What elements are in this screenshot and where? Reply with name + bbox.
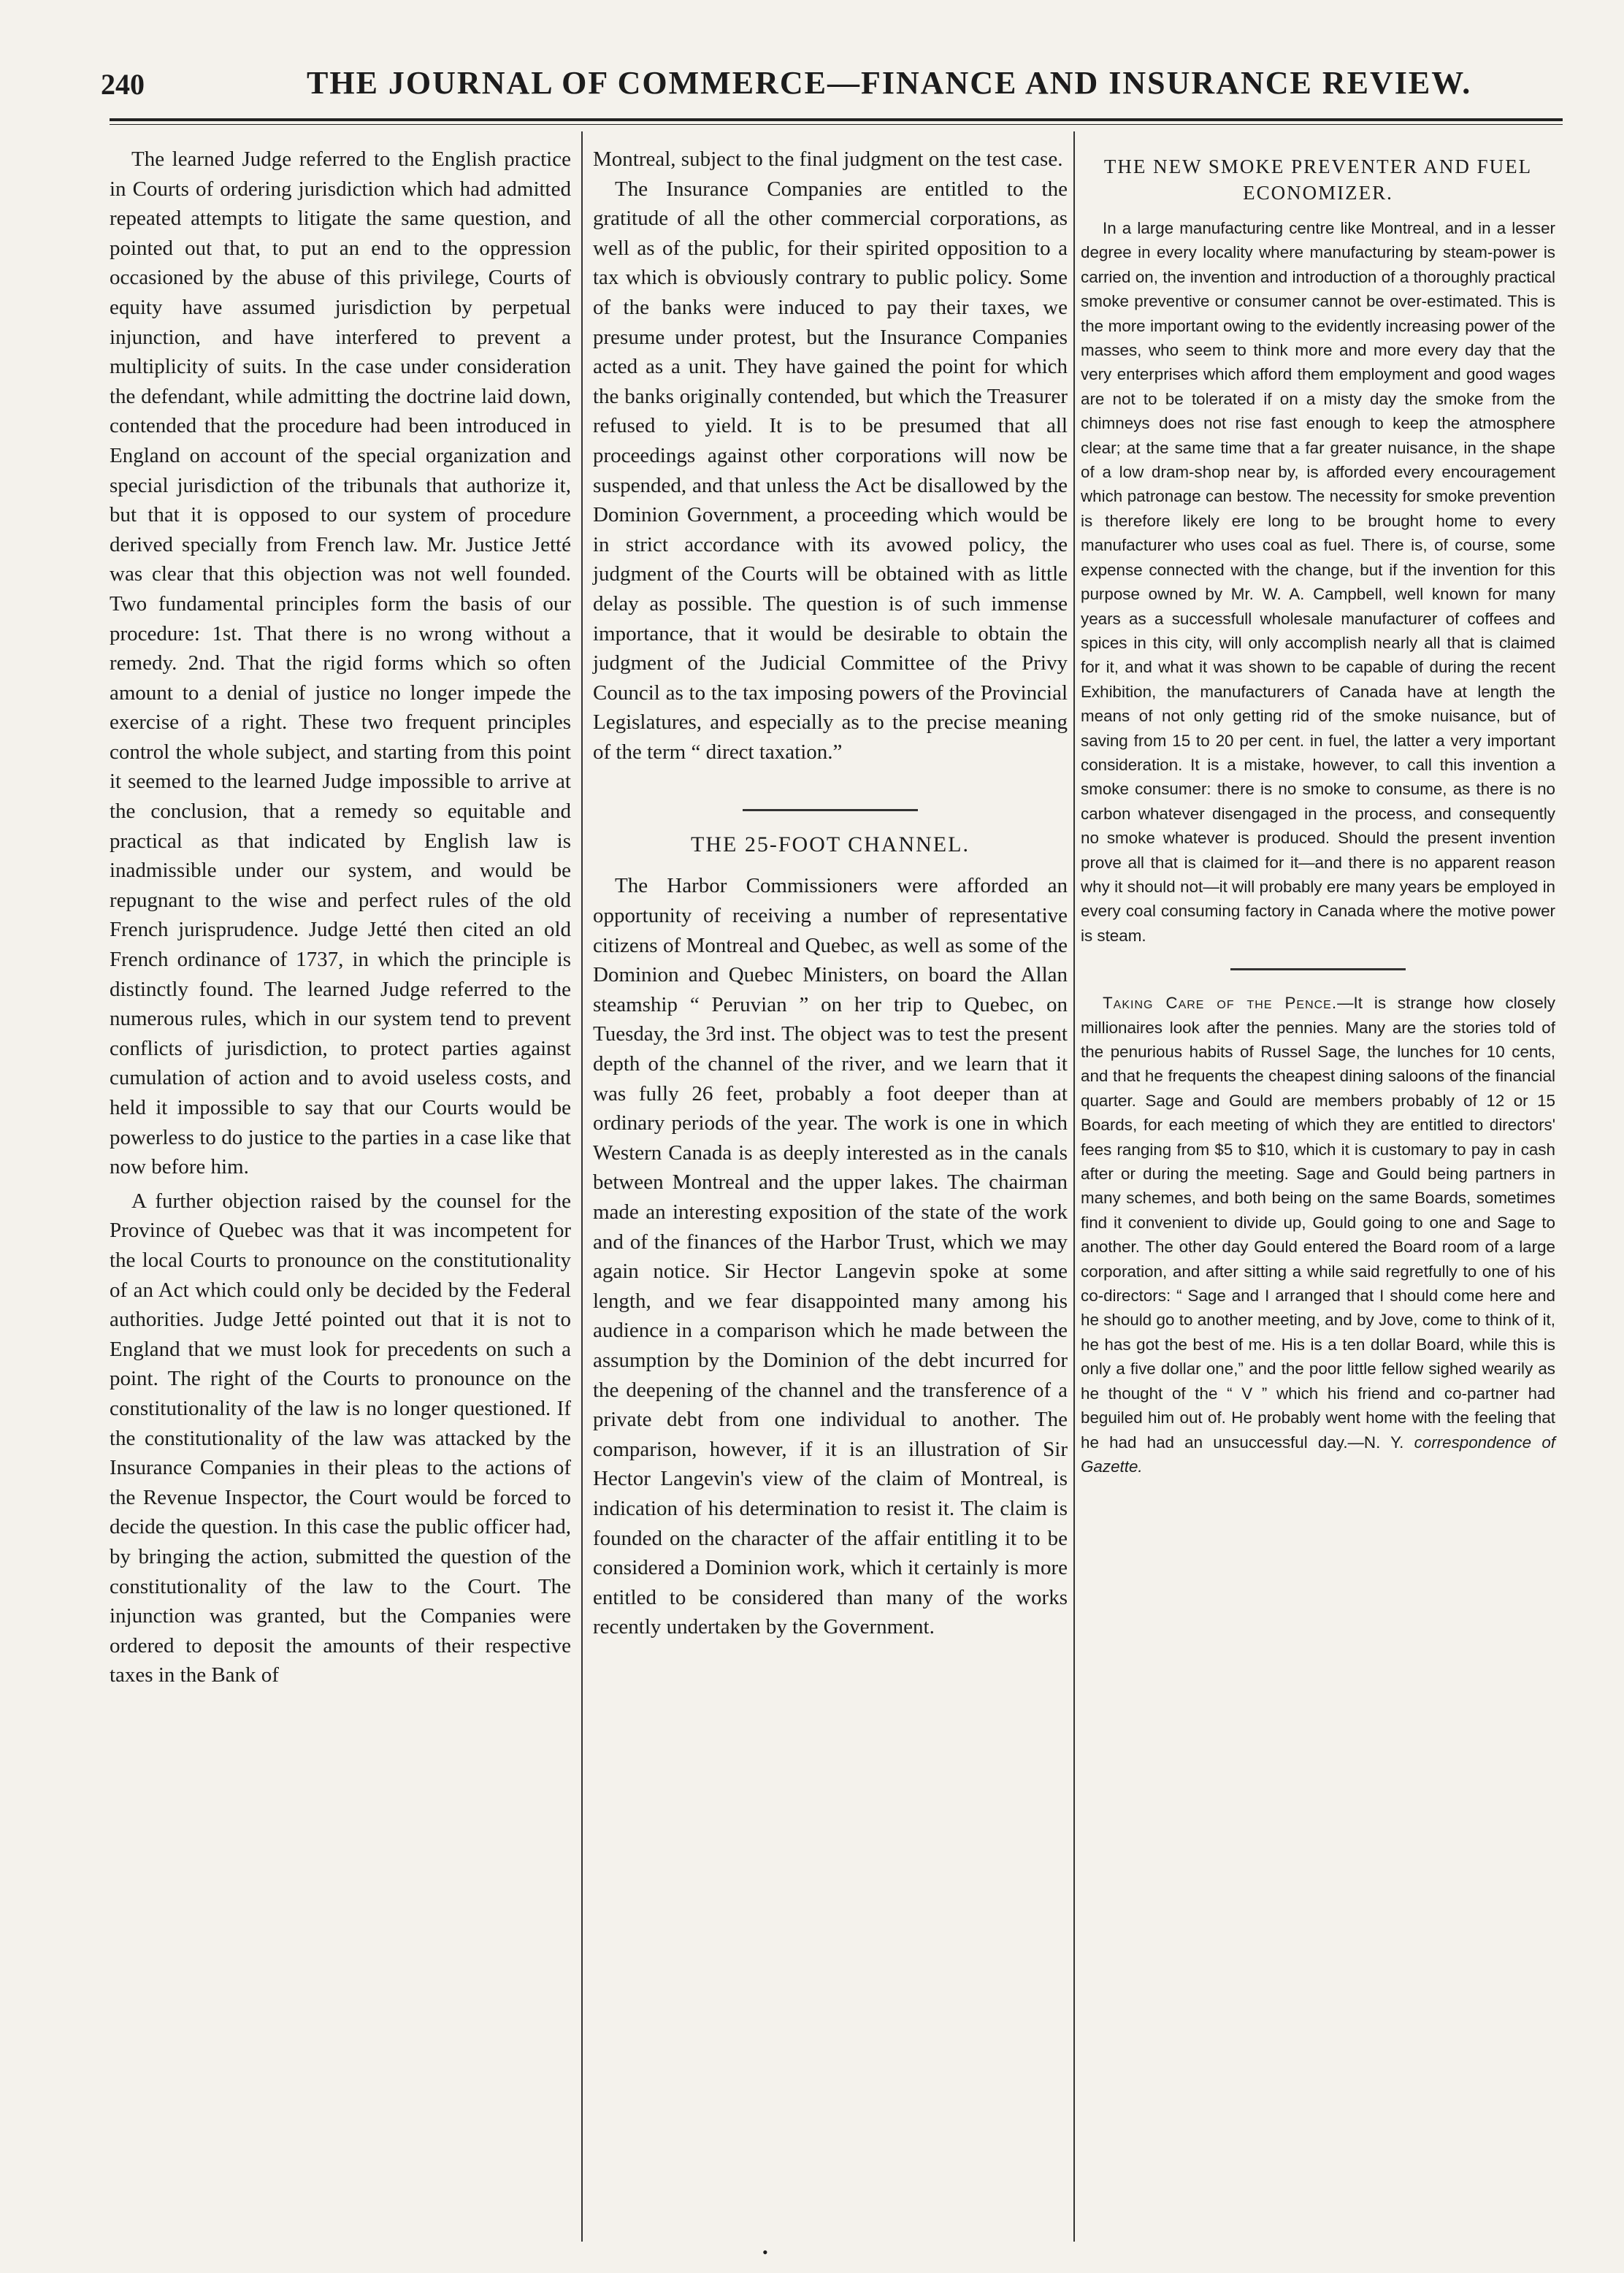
column-rule-right bbox=[1073, 131, 1075, 2242]
column-3 bbox=[1081, 145, 1555, 1479]
paragraph: Montreal, subject to the final judgment on the test case. bbox=[593, 147, 1063, 171]
paragraph: A further objection raised by the counsel for the Province of Quebec was that it was incompetent for the local Courts to pronounce on the constitutionality of an Act which could only be decided by the Federal authorities. Judge Jetté pointed out that it is not to England that we must look for precedents on such a point. The right of the Courts to pronounce on the constitutionality of the law is no longer questioned. If the constitutionality of the law was attacked by the Insurance Companies in their pleas to the actions of the Revenue Inspector, the Court would be forced to decide the question. In this case the public officer had, by bringing the action, submitted the question of the constitutionality of the law to the Court. The injunction was granted, but the Companies were ordered to deposit the amounts of their respective taxes in the Bank of bbox=[110, 1189, 571, 1687]
running-head: THE JOURNAL OF COMMERCE—FINANCE AND INSURANCE REVIEW. bbox=[307, 65, 1472, 101]
paragraph: The Insurance Companies are entitled to the gratitude of all the other commercial corporations, as well as of the public, for their spirited opposition to a tax which is obviously contrary to public policy. Some of the banks were induced to pay their taxes, we presume under protest, but the Insurance Companies acted as a unit. They have gained the point for which the banks originally contended, but which the Treasurer refused to yield. It is to be presumed that all proceedings against other corporations will now be suspended, and that unless the Act be disallowed by the Dominion Government, a proceeding which would be in strict accordance with its avowed policy, the judgment of the Courts will be obtained with as little delay as possible. The question is of such immense importance, that it would be desirable to obtain the judgment of the Judicial Committee of the Privy Council as to the tax imposing powers of the Provincial Legislatures, and especially as to the precise meaning of the term “ direct taxation.” bbox=[593, 177, 1068, 764]
paragraph bbox=[1081, 991, 1555, 1479]
column-2 bbox=[593, 145, 1068, 1642]
paragraph-text: —It is strange how closely millionaires look after the pennies. Many are the stories told of the penurious habits of Russel Sage, the lunches for 10 cents, and that he frequents the cheapest dining saloons of the financial quarter. Sage and Gould are members probably of 12 or 15 Boards, for each meeting of which they are entitled to directors' fees ranging from $5 to $10, which it is customary to pay in cash after or during the meeting. Sage and Gould being partners in many schemes, and both being on the same Boards, sometimes find it convenient to divide up, Gould going to one and Sage to another. The other day Gould entered the Board room of a large corporation, and after sitting a while said regretfully to one of his co-directors: “ Sage and I arranged that I should come here and he should go to another meeting, and by Jove, come to think of it, he has got the best of me. His is a ten dollar Board, while this is only a five dollar one,” and the poor little fellow sighed wearily as he thought of the “ V ” which his friend and co-partner had beguiled him out of. He probably went home with the feeling that he had had an unsuccessful day.—N. Y. bbox=[1081, 994, 1555, 1452]
header-rule bbox=[110, 118, 1563, 121]
header-rule-thin bbox=[110, 124, 1563, 125]
section-heading: THE NEW SMOKE PREVENTER AND FUEL ECONOMIZER. bbox=[1103, 156, 1533, 204]
run-in-heading: Taking Care of the Pence. bbox=[1103, 994, 1338, 1013]
paragraph: In a large manufacturing centre like Montreal, and in a lesser degree in every locality where manufacturing by steam-power is carried on, the invention and introduction of a thoroughly practical smoke preventive or consumer cannot be over-estimated. This is the more important owing to the evidently increasing power of the masses, who seem to think more and more every day that the very enterprises which afford them employment and good wages are not to be tolerated if on a misty day the smoke from the chimneys does not rise fast enough to keep the atmosphere clear; at the same time that a far greater nuisance, in the shape of a low dram-shop near by, is afforded every encouragement which patronage can bestow. The necessity for smoke prevention is therefore likely ere long to be brought home to every manufacturer who uses coal as fuel. There is, of course, some expense connected with the change, but if the invention for this purpose owned by Mr. W. A. Campbell, well known for many years as a successfull wholesale manufacturer of coffees and spices in this city, will only accomplish nearly all that is claimed for it, and what it was shown to be capable of during the recent Exhibition, the manufacturers of Canada have at length the means of not only getting rid of the smoke nuisance, but of saving from 15 to 20 per cent. in fuel, the latter a very important consideration. It is a mistake, however, to call this invention a smoke consumer: there is no smoke to consume, as there is no carbon whatever disengaged in the process, and consequently no smoke whatever is produced. Should the present invention prove all that is claimed for it—and there is no apparent reason why it should not—it will probably ere many years be employed in every coal consuming factory in Canada where the motive power is steam. bbox=[1081, 219, 1555, 945]
paragraph: The learned Judge referred to the English practice in Courts of ordering jurisdiction which had admitted repeated attempts to litigate the same question, and pointed out that, to put an end to the oppression occasioned by the abuse of this privilege, Courts of equity have assumed jurisdiction by perpetual injunction, and have interfered to prevent a multiplicity of suits. In the case under consideration the defendant, while admitting the doctrine laid down, contended that the procedure had been introduced in England on account of the special organization and special jurisdiction of the tribunals that authorize it, but that it is opposed to our system of procedure derived specially from French law. Mr. Justice Jetté was clear that this objection was not well founded. Two fundamental principles form the basis of our procedure: 1st. That there is no wrong without a remedy. 2nd. That the rigid forms which so often amount to a denial of justice no longer impede the exercise of a right. These two frequent principles control the whole subject, and starting from this point it seemed to the learned Judge impossible to arrive at the conclusion, that a remedy so equitable and practical as that indicated by English law is inadmissible under our system, and would be repugnant to the wise and perfect rules of the old French jurisprudence. Judge Jetté then cited an old French ordinance of 1737, in which the principle is distinctly found. The learned Judge referred to the numerous rules, which in our system tend to prevent conflicts of jurisdiction, to protect parties against cumulation of action and to avoid useless costs, and held it impossible to say that our Courts would be powerless to do justice to the parties in a case like that now before him. bbox=[110, 147, 571, 1179]
bottom-mark: • bbox=[762, 2243, 768, 2261]
section-separator bbox=[1230, 968, 1406, 970]
column-1 bbox=[110, 145, 571, 1690]
section-heading: THE 25-FOOT CHANNEL. bbox=[691, 832, 970, 857]
source-credit: correspondence of Gazette. bbox=[1081, 1433, 1555, 1476]
column-rule-left bbox=[581, 131, 583, 2242]
paragraph: The Harbor Commissioners were afforded an opportunity of receiving a number of representative citizens of Montreal and Quebec, as well as some of the Dominion and Quebec Ministers, on board the Allan steamship “ Peruvian ” on her trip to Quebec, on Tuesday, the 3rd inst. The object was to test the present depth of the channel of the river, and we learn that it was fully 26 feet, probably a foot deeper than at ordinary periods of the year. The work is one in which Western Canada is as deeply interested as in the canals between Montreal and the upper lakes. The chairman made an interesting exposition of the state of the work and of the finances of the Harbor Trust, which we may again notice. Sir Hector Langevin spoke at some length, and we fear disappointed many among his audience in a comparison which he made between the assumption by the Dominion of the debt incurred for the deepening of the channel and the transference of a private debt from one individual to another. The comparison, however, if it is an illustration of Sir Hector Langevin's view of the claim of Montreal, is indication of his determination to resist it. The claim is founded on the character of the affair entitling it to be considered a Dominion work, which it certainly is more entitled to be considered than many of the works recently undertaken by the Government. bbox=[593, 874, 1068, 1639]
section-separator bbox=[743, 809, 918, 811]
page-number: 240 bbox=[101, 68, 145, 101]
